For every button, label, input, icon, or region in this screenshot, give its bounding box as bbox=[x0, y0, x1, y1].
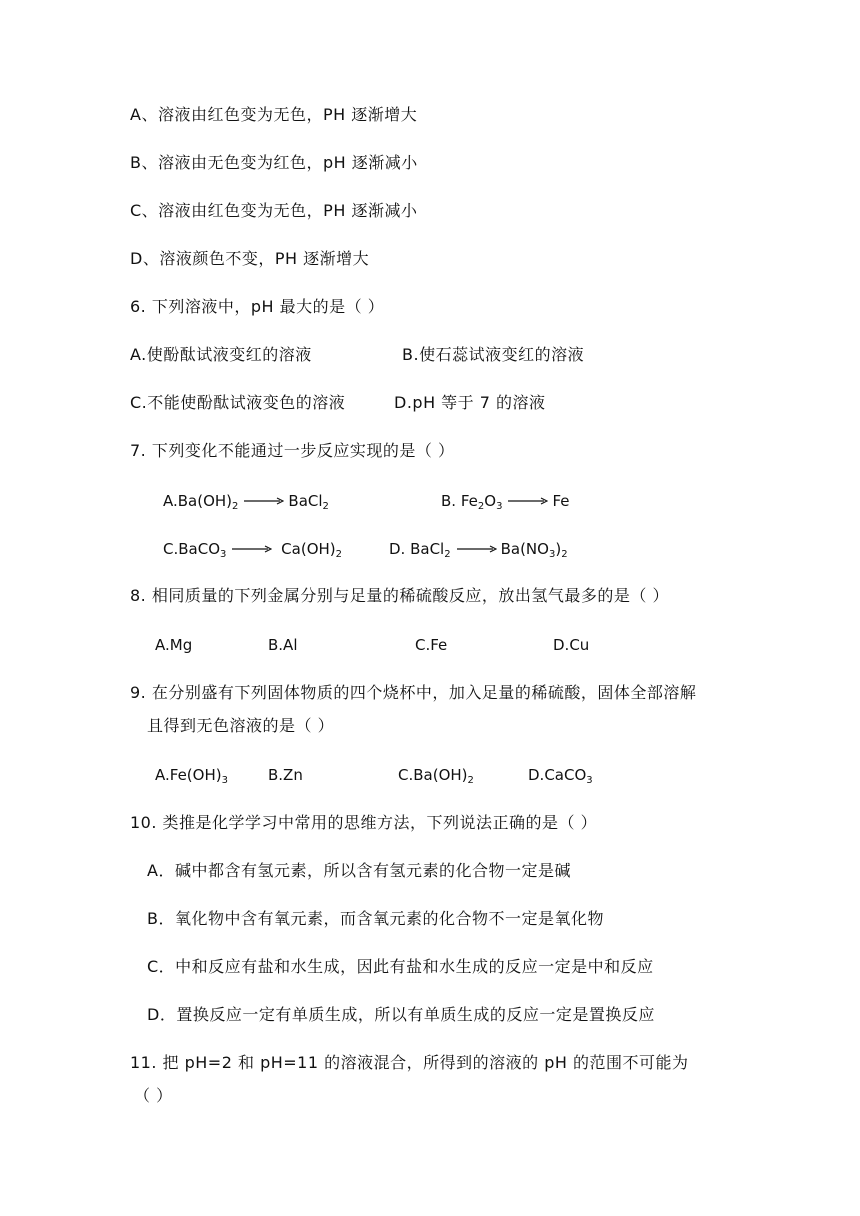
reaction-arrow-icon bbox=[457, 544, 497, 554]
q7-option-c: C.BaCO$_3$ $Ca(OH)_2$ bbox=[163, 540, 343, 560]
q8-option-b: B.Al bbox=[268, 636, 298, 654]
q7-option-a: $A.Ba(OH)_2$ BaCl$_2$ bbox=[163, 492, 329, 512]
reaction-arrow-icon bbox=[508, 496, 548, 506]
q5-option-b: B、溶液由无色变为红色，pH 逐渐减小 bbox=[130, 153, 418, 172]
q6-option-d: D.pH 等于 7 的溶液 bbox=[394, 393, 546, 412]
q9-option-c: $C.Ba(OH)_2$ bbox=[398, 766, 474, 786]
q5-option-a: A、溶液由红色变为无色，PH 逐渐增大 bbox=[130, 105, 418, 124]
q6-stem: 6. 下列溶液中，pH 最大的是（ ） bbox=[130, 297, 385, 316]
q8-option-a: A.Mg bbox=[155, 636, 193, 654]
q7-option-b: B. $Fe_2O_3$ Fe bbox=[441, 492, 570, 512]
reaction-arrow-icon bbox=[244, 496, 284, 506]
q9-stem-line1: 9. 在分别盛有下列固体物质的四个烧杯中，加入足量的稀硫酸，固体全部溶解 bbox=[130, 683, 697, 702]
q11-stem: 11. 把 pH=2 和 pH=11 的溶液混合，所得到的溶液的 pH 的范围不可能为 bbox=[130, 1053, 689, 1072]
q10-option-d: D．置换反应一定有单质生成，所以有单质生成的反应一定是置换反应 bbox=[147, 1005, 655, 1024]
q8-option-d: D.Cu bbox=[553, 636, 590, 654]
q10-option-a: A．碱中都含有氢元素，所以含有氢元素的化合物一定是碱 bbox=[147, 861, 571, 880]
q8-stem: 8. 相同质量的下列金属分别与足量的稀硫酸反应，放出氢气最多的是（ ） bbox=[130, 586, 669, 605]
q5-option-c: C、溶液由红色变为无色，PH 逐渐减小 bbox=[130, 201, 418, 220]
q7-option-d: D. BaCl$_2$ $Ba(NO_3)_2$ bbox=[389, 540, 568, 560]
q10-option-c: C．中和反应有盐和水生成，因此有盐和水生成的反应一定是中和反应 bbox=[147, 957, 654, 976]
reaction-arrow-icon bbox=[232, 544, 272, 554]
q9-option-a: $A.Fe(OH)_3$ bbox=[155, 766, 228, 786]
q10-option-b: B．氧化物中含有氧元素，而含氧元素的化合物不一定是氧化物 bbox=[147, 909, 604, 928]
q6-option-b: B.使石蕊试液变红的溶液 bbox=[402, 345, 585, 364]
q6-option-a: A.使酚酞试液变红的溶液 bbox=[130, 345, 312, 364]
q8-option-c: C.Fe bbox=[415, 636, 448, 654]
q6-option-c: C.不能使酚酞试液变色的溶液 bbox=[130, 393, 346, 412]
q7-stem: 7. 下列变化不能通过一步反应实现的是（ ） bbox=[130, 441, 455, 460]
q9-stem-line2: 且得到无色溶液的是（ ） bbox=[147, 716, 335, 735]
q5-option-d: D、溶液颜色不变，PH 逐渐增大 bbox=[130, 249, 370, 268]
q11-answer-paren: （ ） bbox=[134, 1086, 173, 1105]
q9-option-b: B.Zn bbox=[268, 766, 303, 784]
q10-stem: 10. 类推是化学学习中常用的思维方法，下列说法正确的是（ ） bbox=[130, 813, 598, 832]
q9-option-d: D.CaCO$_3$ bbox=[528, 766, 593, 786]
